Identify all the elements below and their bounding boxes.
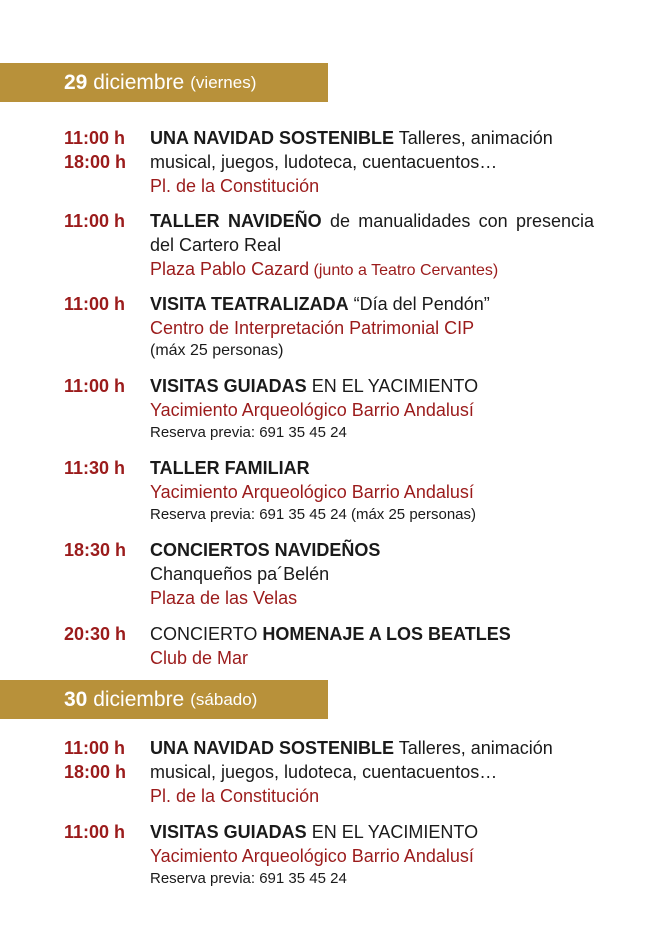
event-title: TALLER NAVIDEÑO [150, 211, 322, 231]
event-time: 20:30 h [64, 624, 127, 644]
day-of-week: (viernes) [190, 72, 257, 92]
event-time: 18:30 h [64, 540, 127, 560]
event-place: Plaza de las Velas [150, 588, 298, 608]
event-note: Reserva previa: 691 35 45 24 [150, 870, 347, 887]
event-place: Centro de Interpretación Patrimonial CIP [150, 318, 475, 338]
event-title: TALLER FAMILIAR [150, 458, 310, 478]
event-title: HOMENAJE A LOS BEATLES [262, 624, 511, 644]
event-description: EN EL YACIMIENTO [306, 376, 479, 396]
event-place: Yacimiento Arqueológico Barrio Andalusí [150, 846, 474, 866]
event-description: Chanqueños pa´Belén [150, 564, 330, 584]
event-place: Pl. de la Constitución [150, 176, 320, 196]
event-time: 11:00 h [64, 822, 126, 842]
event-place: Yacimiento Arqueológico Barrio Andalusí [150, 482, 474, 502]
event-time: 11:00 h [64, 738, 126, 758]
event-item [64, 622, 594, 670]
event-place: Club de Mar [150, 648, 249, 668]
event-item [64, 736, 594, 808]
event-title: UNA NAVIDAD SOSTENIBLE [150, 128, 395, 148]
day-number: 30 [64, 687, 88, 711]
day-of-week: (sábado) [190, 689, 258, 709]
event-item [64, 292, 594, 362]
day-number: 29 [64, 70, 88, 94]
event-time: 11:30 h [64, 458, 126, 478]
day-month: diciembre [93, 687, 185, 711]
event-time: 11:00 h [64, 211, 126, 231]
event-item [64, 126, 594, 198]
event-place-note: (junto a Teatro Cervantes) [309, 262, 499, 279]
event-item [64, 820, 594, 890]
event-item [64, 538, 594, 610]
event-description: Talleres, animación musical, juegos, ludoteca, cuentacuentos… [150, 738, 553, 782]
event-prefix: CONCIERTO [150, 624, 263, 644]
event-times [64, 126, 150, 198]
event-description: Talleres, animación musical, juegos, ludoteca, cuentacuentos… [150, 128, 553, 172]
event-place: Plaza Pablo Cazard [150, 259, 310, 279]
event-title: VISITAS GUIADAS [150, 822, 307, 842]
event-title: CONCIERTOS NAVIDEÑOS [150, 540, 381, 560]
event-place: Yacimiento Arqueológico Barrio Andalusí [150, 400, 474, 420]
event-time: 11:00 h [64, 294, 126, 314]
event-item [64, 456, 594, 526]
event-description: “Día del Pendón” [348, 294, 490, 314]
day-header [0, 680, 328, 719]
event-description: EN EL YACIMIENTO [306, 822, 479, 842]
event-note: Reserva previa: 691 35 45 24 (máx 25 personas) [150, 506, 477, 523]
day-header [0, 63, 328, 102]
event-place: Pl. de la Constitución [150, 786, 320, 806]
event-title: VISITA TEATRALIZADA [150, 294, 349, 314]
event-title: VISITAS GUIADAS [150, 376, 307, 396]
event-time: 18:00 h [64, 152, 127, 172]
event-time: 11:00 h [64, 376, 126, 396]
day-month: diciembre [93, 70, 185, 94]
event-item [64, 209, 594, 283]
event-title: UNA NAVIDAD SOSTENIBLE [150, 738, 395, 758]
event-time: 11:00 h [64, 128, 126, 148]
event-item [64, 374, 594, 444]
event-note: Reserva previa: 691 35 45 24 [150, 424, 347, 441]
event-description: de manualidades con presencia del Cartero Real [150, 211, 595, 255]
event-time: 18:00 h [64, 762, 127, 782]
event-note: (máx 25 personas) [150, 342, 284, 359]
